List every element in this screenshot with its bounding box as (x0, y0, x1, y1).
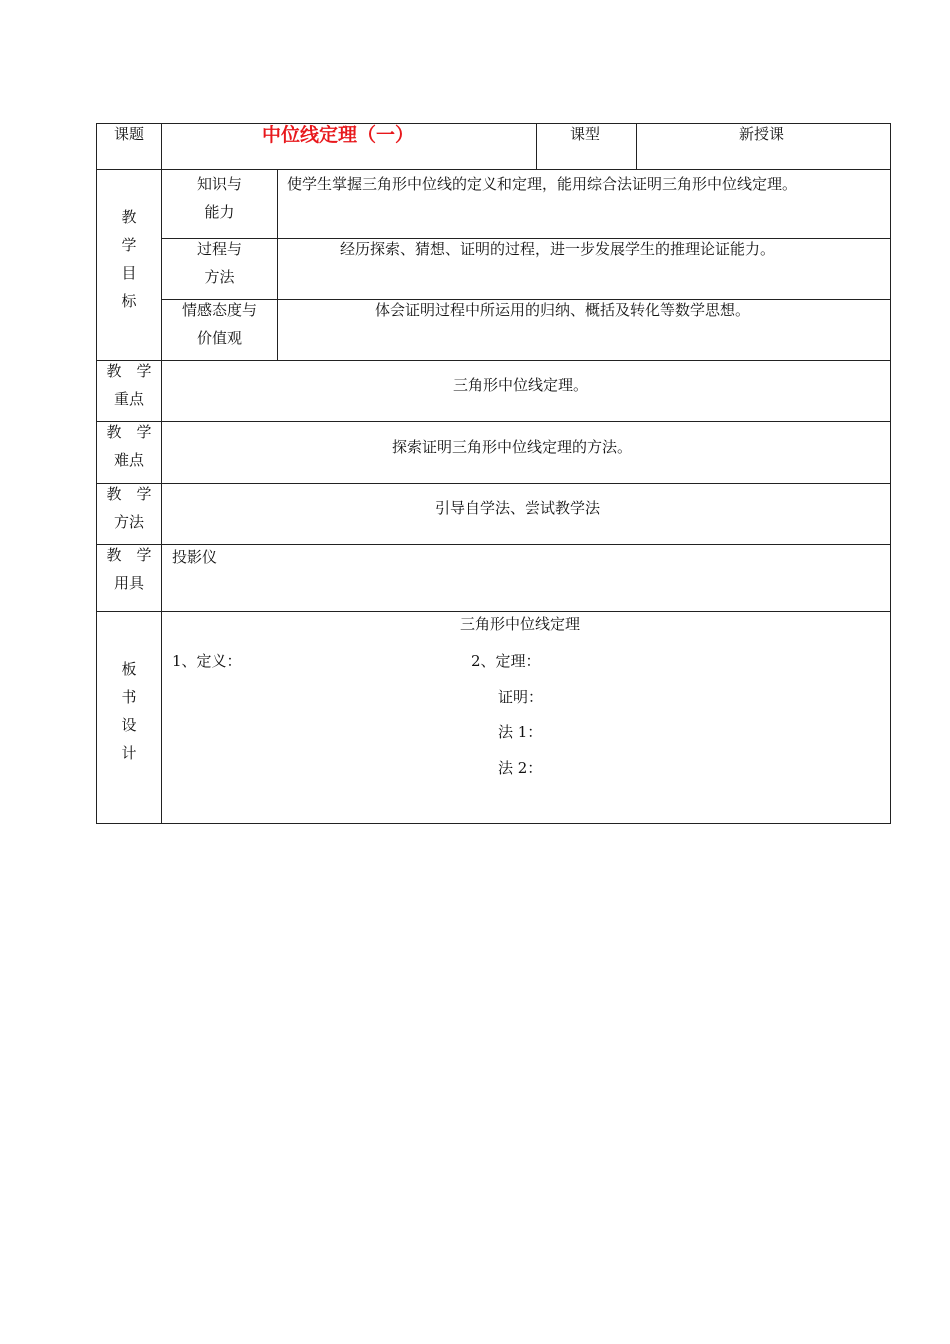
tools-label (96, 541, 162, 597)
difficulty-content: 探索证明三角形中位线定理的方法。 (392, 438, 633, 456)
category-line: 能力 (204, 203, 235, 221)
method-content: 引导自学法、尝试教学法 (435, 499, 601, 517)
focus-label (96, 357, 162, 413)
label-line: 教 学 (106, 362, 152, 380)
label-line: 方法 (113, 513, 144, 531)
topic-label: 课题 (114, 125, 145, 143)
category-line: 情感态度与 (181, 301, 257, 319)
board-label (96, 655, 162, 767)
category-line: 知识与 (196, 175, 242, 193)
label-line: 教 学 (106, 546, 152, 564)
label-char: 计 (121, 744, 137, 762)
objectives-label-char: 目 (121, 264, 137, 282)
objective-content-knowledge: 使学生掌握三角形中位线的定义和定理，能用综合法证明三角形中位线定理。 (287, 175, 798, 193)
type-value: 新授课 (739, 125, 785, 143)
board-theorem: 2、定理： (471, 652, 541, 670)
objectives-label-char: 教 (121, 208, 137, 226)
method-label (96, 480, 162, 536)
board-proof: 证明： (498, 688, 544, 706)
label-line: 教 学 (106, 423, 152, 441)
objective-content-attitude: 体会证明过程中所运用的归纳、概括及转化等数学思想。 (375, 301, 751, 319)
objectives-label-char: 标 (121, 292, 137, 310)
difficulty-label (96, 418, 162, 474)
objectives-label-char: 学 (121, 236, 137, 254)
label-line: 用具 (113, 574, 144, 592)
board-method-2: 法 2： (498, 759, 543, 777)
label-line: 难点 (113, 451, 144, 469)
label-char: 板 (121, 660, 137, 678)
objective-category-attitude (161, 296, 278, 352)
tools-content: 投影仪 (172, 548, 218, 566)
category-line: 方法 (204, 268, 235, 286)
objective-category-process (161, 235, 278, 291)
focus-content: 三角形中位线定理。 (453, 376, 589, 394)
objectives-label (96, 203, 162, 315)
board-definition: 1、定义： (172, 652, 242, 670)
category-line: 价值观 (196, 329, 242, 347)
type-label: 课型 (570, 125, 601, 143)
label-char: 设 (121, 716, 137, 734)
label-char: 书 (121, 688, 137, 706)
topic-title: 中位线定理（一） (262, 124, 415, 146)
objective-category-knowledge (161, 170, 278, 226)
label-line: 教 学 (106, 485, 152, 503)
category-line: 过程与 (196, 240, 242, 258)
board-title: 三角形中位线定理 (460, 615, 581, 633)
cell-tools-content (161, 544, 891, 612)
objective-content-process: 经历探索、猜想、证明的过程，进一步发展学生的推理论证能力。 (340, 240, 776, 258)
label-line: 重点 (113, 390, 144, 408)
board-method-1: 法 1： (498, 723, 543, 741)
